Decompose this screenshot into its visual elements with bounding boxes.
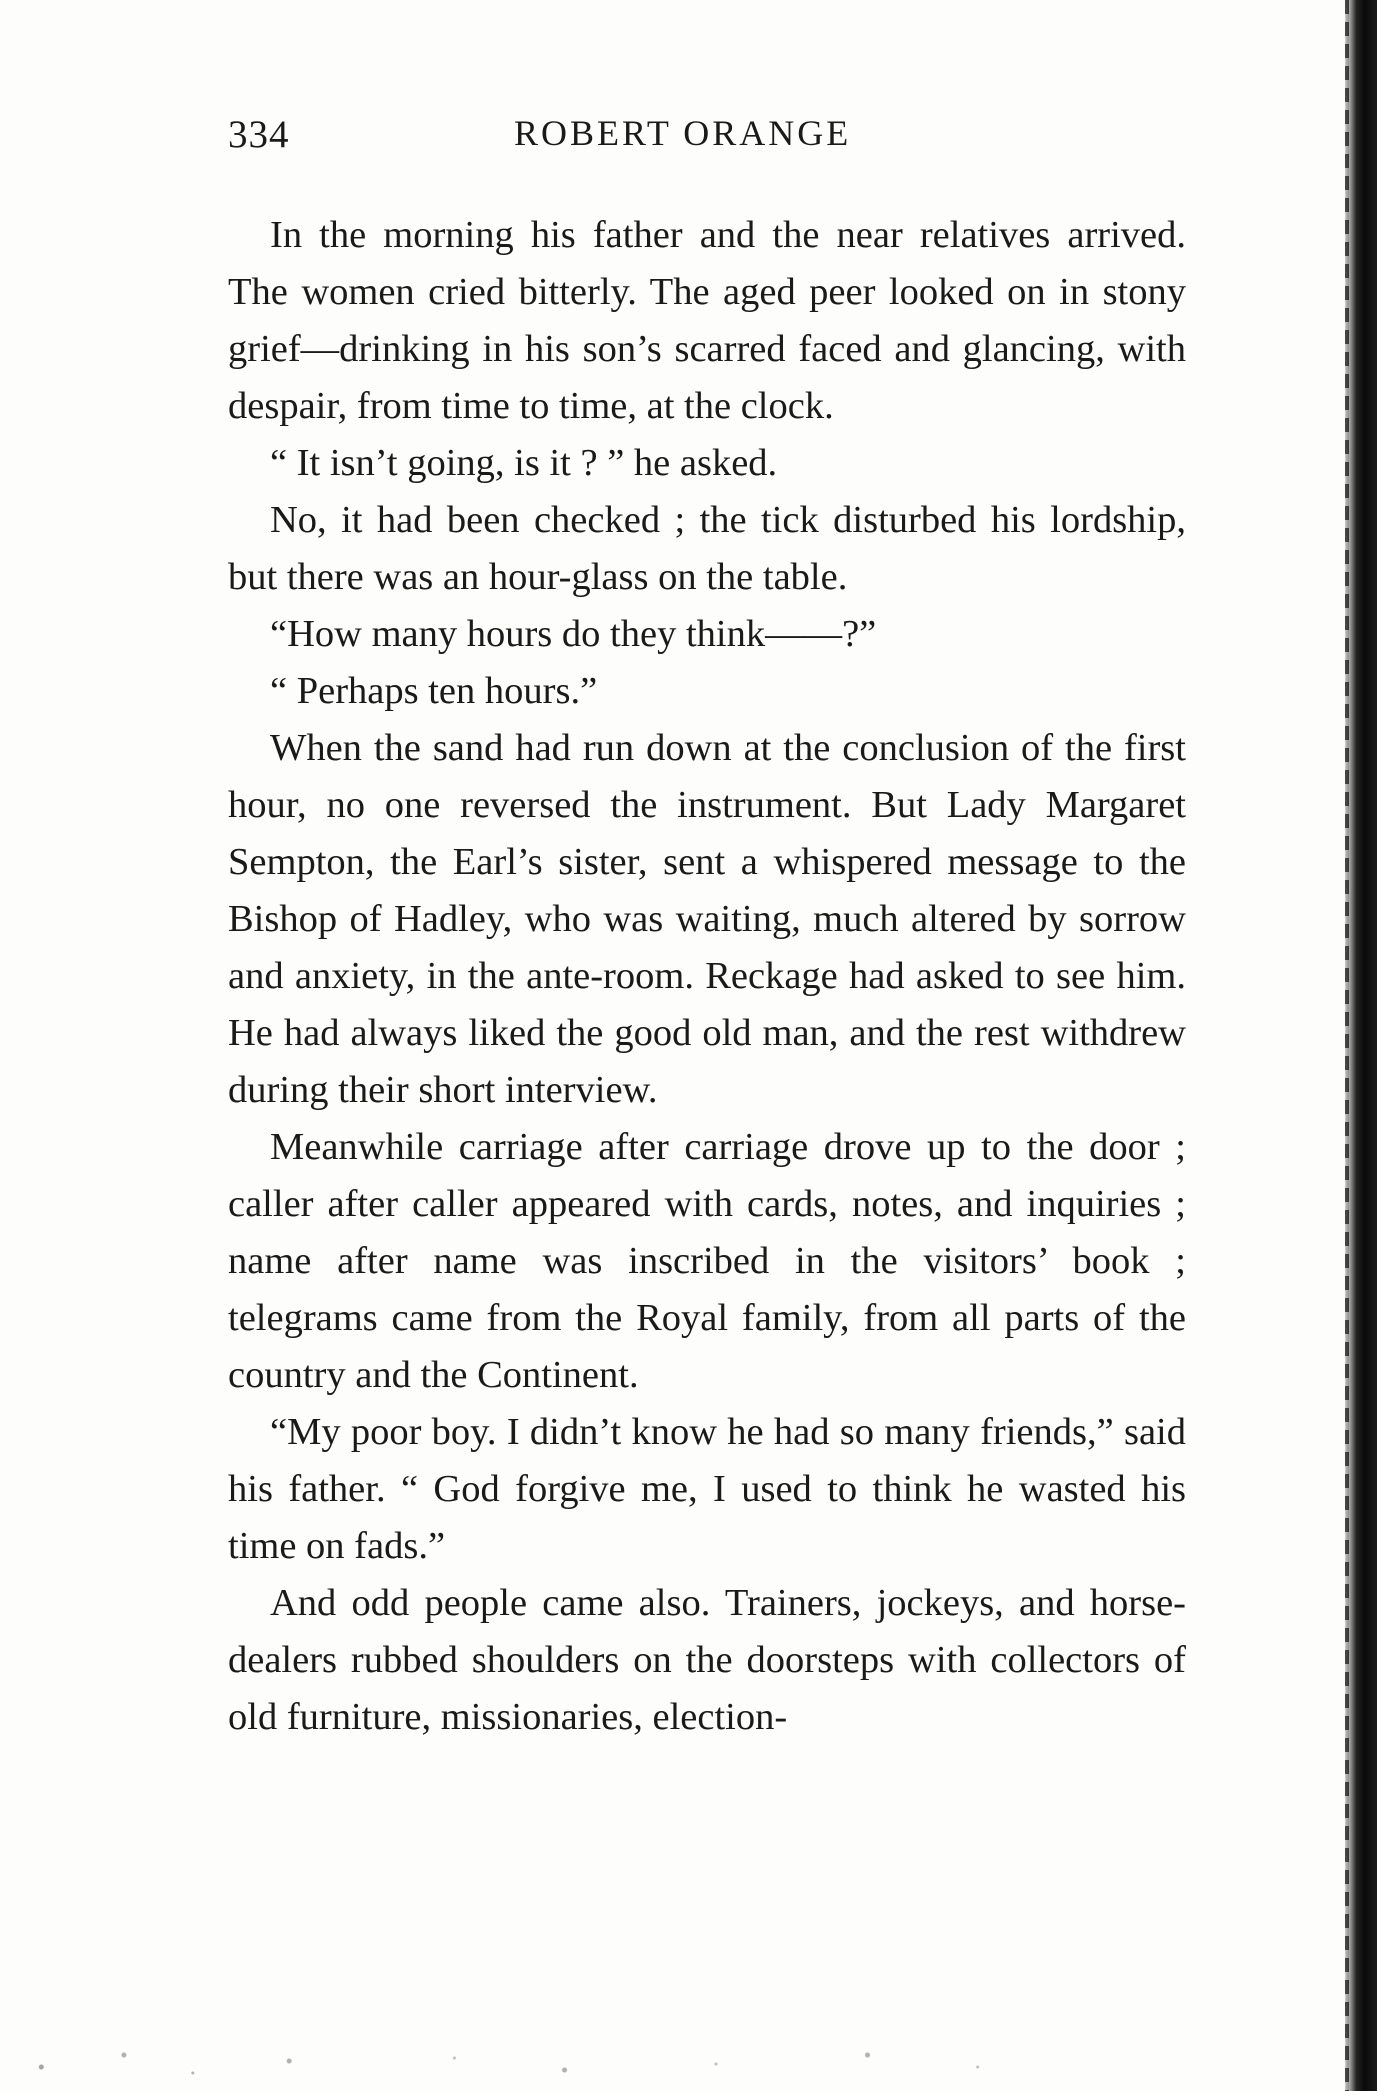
paragraph: Meanwhile carriage after carriage drove up to the door ; caller after caller appeared with cards, notes, and inquiries ; name after name was inscribed in the visitors’ book ; telegrams came from the Royal family, from all parts of the country and the Continent.: [228, 1126, 1186, 1396]
paragraph: “ Perhaps ten hours.”: [270, 670, 598, 712]
paragraph: No, it had been checked ; the tick disturbed his lordship, but there was an hour-glass on the table.: [228, 499, 1186, 598]
paragraph: “How many hours do they think——?”: [270, 613, 877, 655]
paragraph: And odd people came also. Trainers, jockeys, and horse-dealers rubbed shoulders on the doorsteps with collectors of old furniture, missionaries, election-: [228, 1582, 1186, 1738]
paragraph: “ It isn’t going, is it ? ” he asked.: [270, 442, 778, 484]
paragraph: In the morning his father and the near relatives arrived. The women cried bitterly. The aged peer looked on in stony grief—drinking in his son’s scarred faced and glancing, with despair, from time to time, at the clock.: [228, 214, 1186, 427]
page-header: [228, 112, 1186, 172]
body-text: [228, 207, 1186, 1746]
paragraph: When the sand had run down at the conclusion of the first hour, no one reversed the instrument. But Lady Margaret Sempton, the Earl’s sister, sent a whispered message to the Bishop of Hadley, who was waiting, much altered by sorrow and anxiety, in the ante-room. Reckage had asked to see him. He had always liked the good old man, and the rest withdrew during their short interview.: [228, 727, 1186, 1111]
paragraph: “My poor boy. I didn’t know he had so many friends,” said his father. “ God forgive me, I used to think he wasted his time on fads.”: [228, 1411, 1186, 1567]
binding-edge: [1345, 0, 1349, 2091]
running-title: ROBERT ORANGE: [514, 113, 852, 153]
scan-specks: [0, 2031, 1377, 2091]
binding-shadow: [1345, 0, 1377, 2091]
page-number: 334: [228, 113, 290, 156]
